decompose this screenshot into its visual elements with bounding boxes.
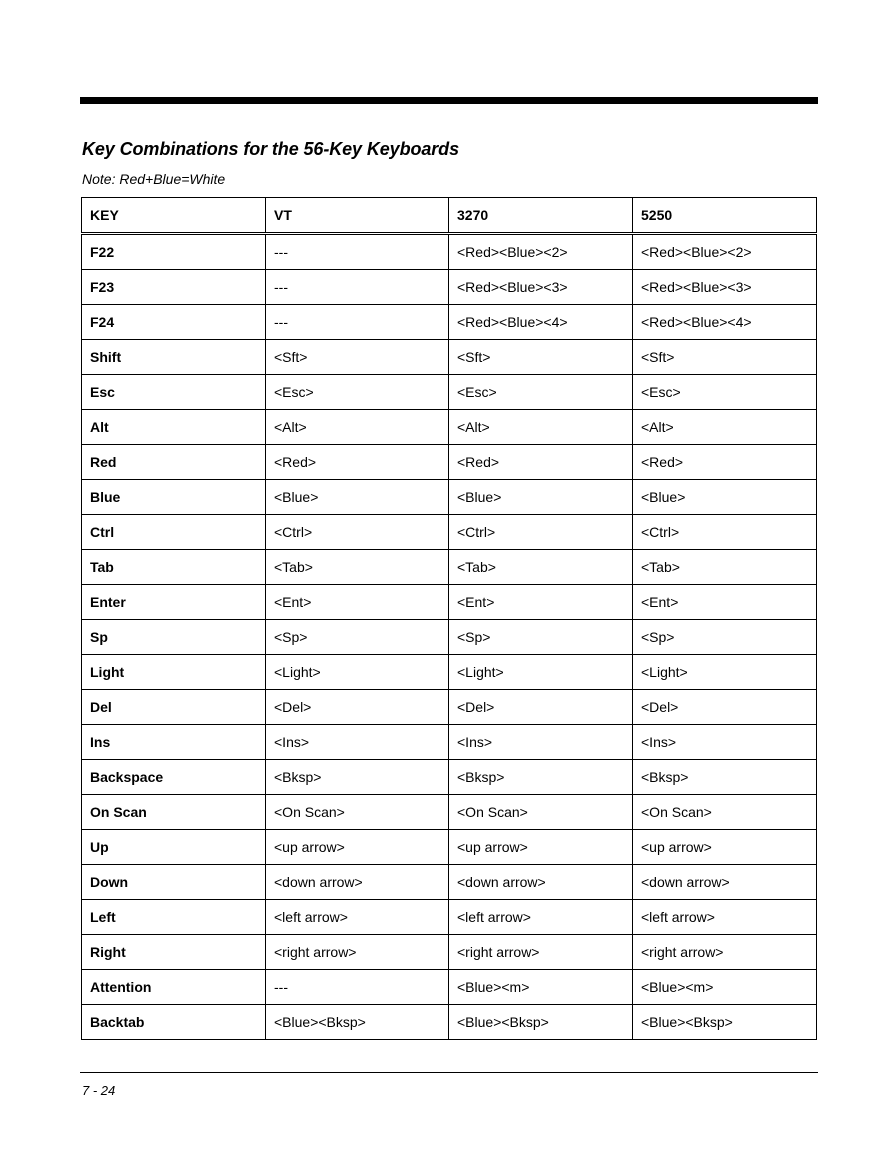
table-row	[82, 690, 817, 725]
vt-value: <left arrow>	[266, 900, 449, 935]
key-name: F23	[82, 270, 266, 305]
vt-value: <up arrow>	[266, 830, 449, 865]
table-row	[82, 760, 817, 795]
vt-value: <Red>	[266, 445, 449, 480]
key-name: Sp	[82, 620, 266, 655]
key-name: Up	[82, 830, 266, 865]
vt-value: <Alt>	[266, 410, 449, 445]
table-row	[82, 480, 817, 515]
vt-value: <Tab>	[266, 550, 449, 585]
header-key: KEY	[82, 198, 266, 234]
vt-value: <Blue><Bksp>	[266, 1005, 449, 1040]
table-row	[82, 585, 817, 620]
5250-value: <On Scan>	[633, 795, 817, 830]
5250-value: <Sft>	[633, 340, 817, 375]
vt-value: <Esc>	[266, 375, 449, 410]
3270-value: <right arrow>	[449, 935, 633, 970]
header-5250: 5250	[633, 198, 817, 234]
3270-value: <Red><Blue><2>	[449, 234, 633, 270]
5250-value: <Del>	[633, 690, 817, 725]
key-name: Left	[82, 900, 266, 935]
table-row	[82, 1005, 817, 1040]
key-name: F22	[82, 234, 266, 270]
3270-value: <Del>	[449, 690, 633, 725]
key-name: Red	[82, 445, 266, 480]
page-number: 7 - 24	[82, 1083, 116, 1098]
table-row	[82, 375, 817, 410]
header-3270: 3270	[449, 198, 633, 234]
5250-value: <Sp>	[633, 620, 817, 655]
key-name: Backspace	[82, 760, 266, 795]
key-name: Light	[82, 655, 266, 690]
vt-value: <down arrow>	[266, 865, 449, 900]
3270-value: <Blue>	[449, 480, 633, 515]
5250-value: <Blue><Bksp>	[633, 1005, 817, 1040]
header-vt: VT	[266, 198, 449, 234]
5250-value: <Red>	[633, 445, 817, 480]
table-row	[82, 234, 817, 270]
3270-value: <Esc>	[449, 375, 633, 410]
3270-value: <Tab>	[449, 550, 633, 585]
key-name: Alt	[82, 410, 266, 445]
5250-value: <Ent>	[633, 585, 817, 620]
section-title: Key Combinations for the 56-Key Keyboards	[82, 139, 459, 159]
3270-value: <Red>	[449, 445, 633, 480]
key-name: F24	[82, 305, 266, 340]
key-name: Down	[82, 865, 266, 900]
table-row	[82, 725, 817, 760]
table-row	[82, 900, 817, 935]
vt-value: <Ctrl>	[266, 515, 449, 550]
5250-value: <Ctrl>	[633, 515, 817, 550]
vt-value: ---	[266, 305, 449, 340]
5250-value: <Red><Blue><3>	[633, 270, 817, 305]
5250-value: <left arrow>	[633, 900, 817, 935]
5250-value: <Red><Blue><2>	[633, 234, 817, 270]
table-header-row	[82, 198, 817, 234]
5250-value: <right arrow>	[633, 935, 817, 970]
table-row	[82, 830, 817, 865]
vt-value: <On Scan>	[266, 795, 449, 830]
table-row	[82, 620, 817, 655]
table-row	[82, 515, 817, 550]
table-row	[82, 270, 817, 305]
vt-value: ---	[266, 270, 449, 305]
vt-value: <Sft>	[266, 340, 449, 375]
5250-value: <Tab>	[633, 550, 817, 585]
5250-value: <Blue>	[633, 480, 817, 515]
table-row	[82, 340, 817, 375]
3270-value: <down arrow>	[449, 865, 633, 900]
vt-value: <Bksp>	[266, 760, 449, 795]
5250-value: <up arrow>	[633, 830, 817, 865]
table-body	[82, 234, 817, 1040]
3270-value: <Light>	[449, 655, 633, 690]
bottom-rule	[80, 1072, 818, 1073]
vt-value: <Light>	[266, 655, 449, 690]
5250-value: <Esc>	[633, 375, 817, 410]
key-name: Tab	[82, 550, 266, 585]
key-name: Del	[82, 690, 266, 725]
vt-value: <Sp>	[266, 620, 449, 655]
key-name: Right	[82, 935, 266, 970]
note-text: Note: Red+Blue=White	[82, 171, 226, 187]
key-name: Shift	[82, 340, 266, 375]
table-row	[82, 445, 817, 480]
3270-value: <Ent>	[449, 585, 633, 620]
table-row	[82, 655, 817, 690]
key-name: Attention	[82, 970, 266, 1005]
3270-value: <Bksp>	[449, 760, 633, 795]
vt-value: <right arrow>	[266, 935, 449, 970]
3270-value: <Blue><m>	[449, 970, 633, 1005]
key-name: Ctrl	[82, 515, 266, 550]
5250-value: <Red><Blue><4>	[633, 305, 817, 340]
vt-value: <Ins>	[266, 725, 449, 760]
table-row	[82, 935, 817, 970]
table-row	[82, 865, 817, 900]
key-name: Ins	[82, 725, 266, 760]
top-rule	[80, 97, 818, 104]
3270-value: <Ins>	[449, 725, 633, 760]
table-row	[82, 305, 817, 340]
5250-value: <Ins>	[633, 725, 817, 760]
vt-value: ---	[266, 234, 449, 270]
3270-value: <Alt>	[449, 410, 633, 445]
5250-value: <Alt>	[633, 410, 817, 445]
3270-value: <Sp>	[449, 620, 633, 655]
3270-value: <up arrow>	[449, 830, 633, 865]
3270-value: <left arrow>	[449, 900, 633, 935]
5250-value: <Blue><m>	[633, 970, 817, 1005]
vt-value: <Ent>	[266, 585, 449, 620]
key-name: On Scan	[82, 795, 266, 830]
table-row	[82, 970, 817, 1005]
key-name: Blue	[82, 480, 266, 515]
table-row	[82, 550, 817, 585]
key-name: Enter	[82, 585, 266, 620]
3270-value: <Blue><Bksp>	[449, 1005, 633, 1040]
vt-value: ---	[266, 970, 449, 1005]
3270-value: <On Scan>	[449, 795, 633, 830]
vt-value: <Del>	[266, 690, 449, 725]
5250-value: <Light>	[633, 655, 817, 690]
3270-value: <Ctrl>	[449, 515, 633, 550]
5250-value: <Bksp>	[633, 760, 817, 795]
5250-value: <down arrow>	[633, 865, 817, 900]
key-name: Esc	[82, 375, 266, 410]
vt-value: <Blue>	[266, 480, 449, 515]
key-combinations-table	[81, 197, 817, 1040]
table-row	[82, 795, 817, 830]
3270-value: <Sft>	[449, 340, 633, 375]
table-row	[82, 410, 817, 445]
key-name: Backtab	[82, 1005, 266, 1040]
3270-value: <Red><Blue><4>	[449, 305, 633, 340]
3270-value: <Red><Blue><3>	[449, 270, 633, 305]
